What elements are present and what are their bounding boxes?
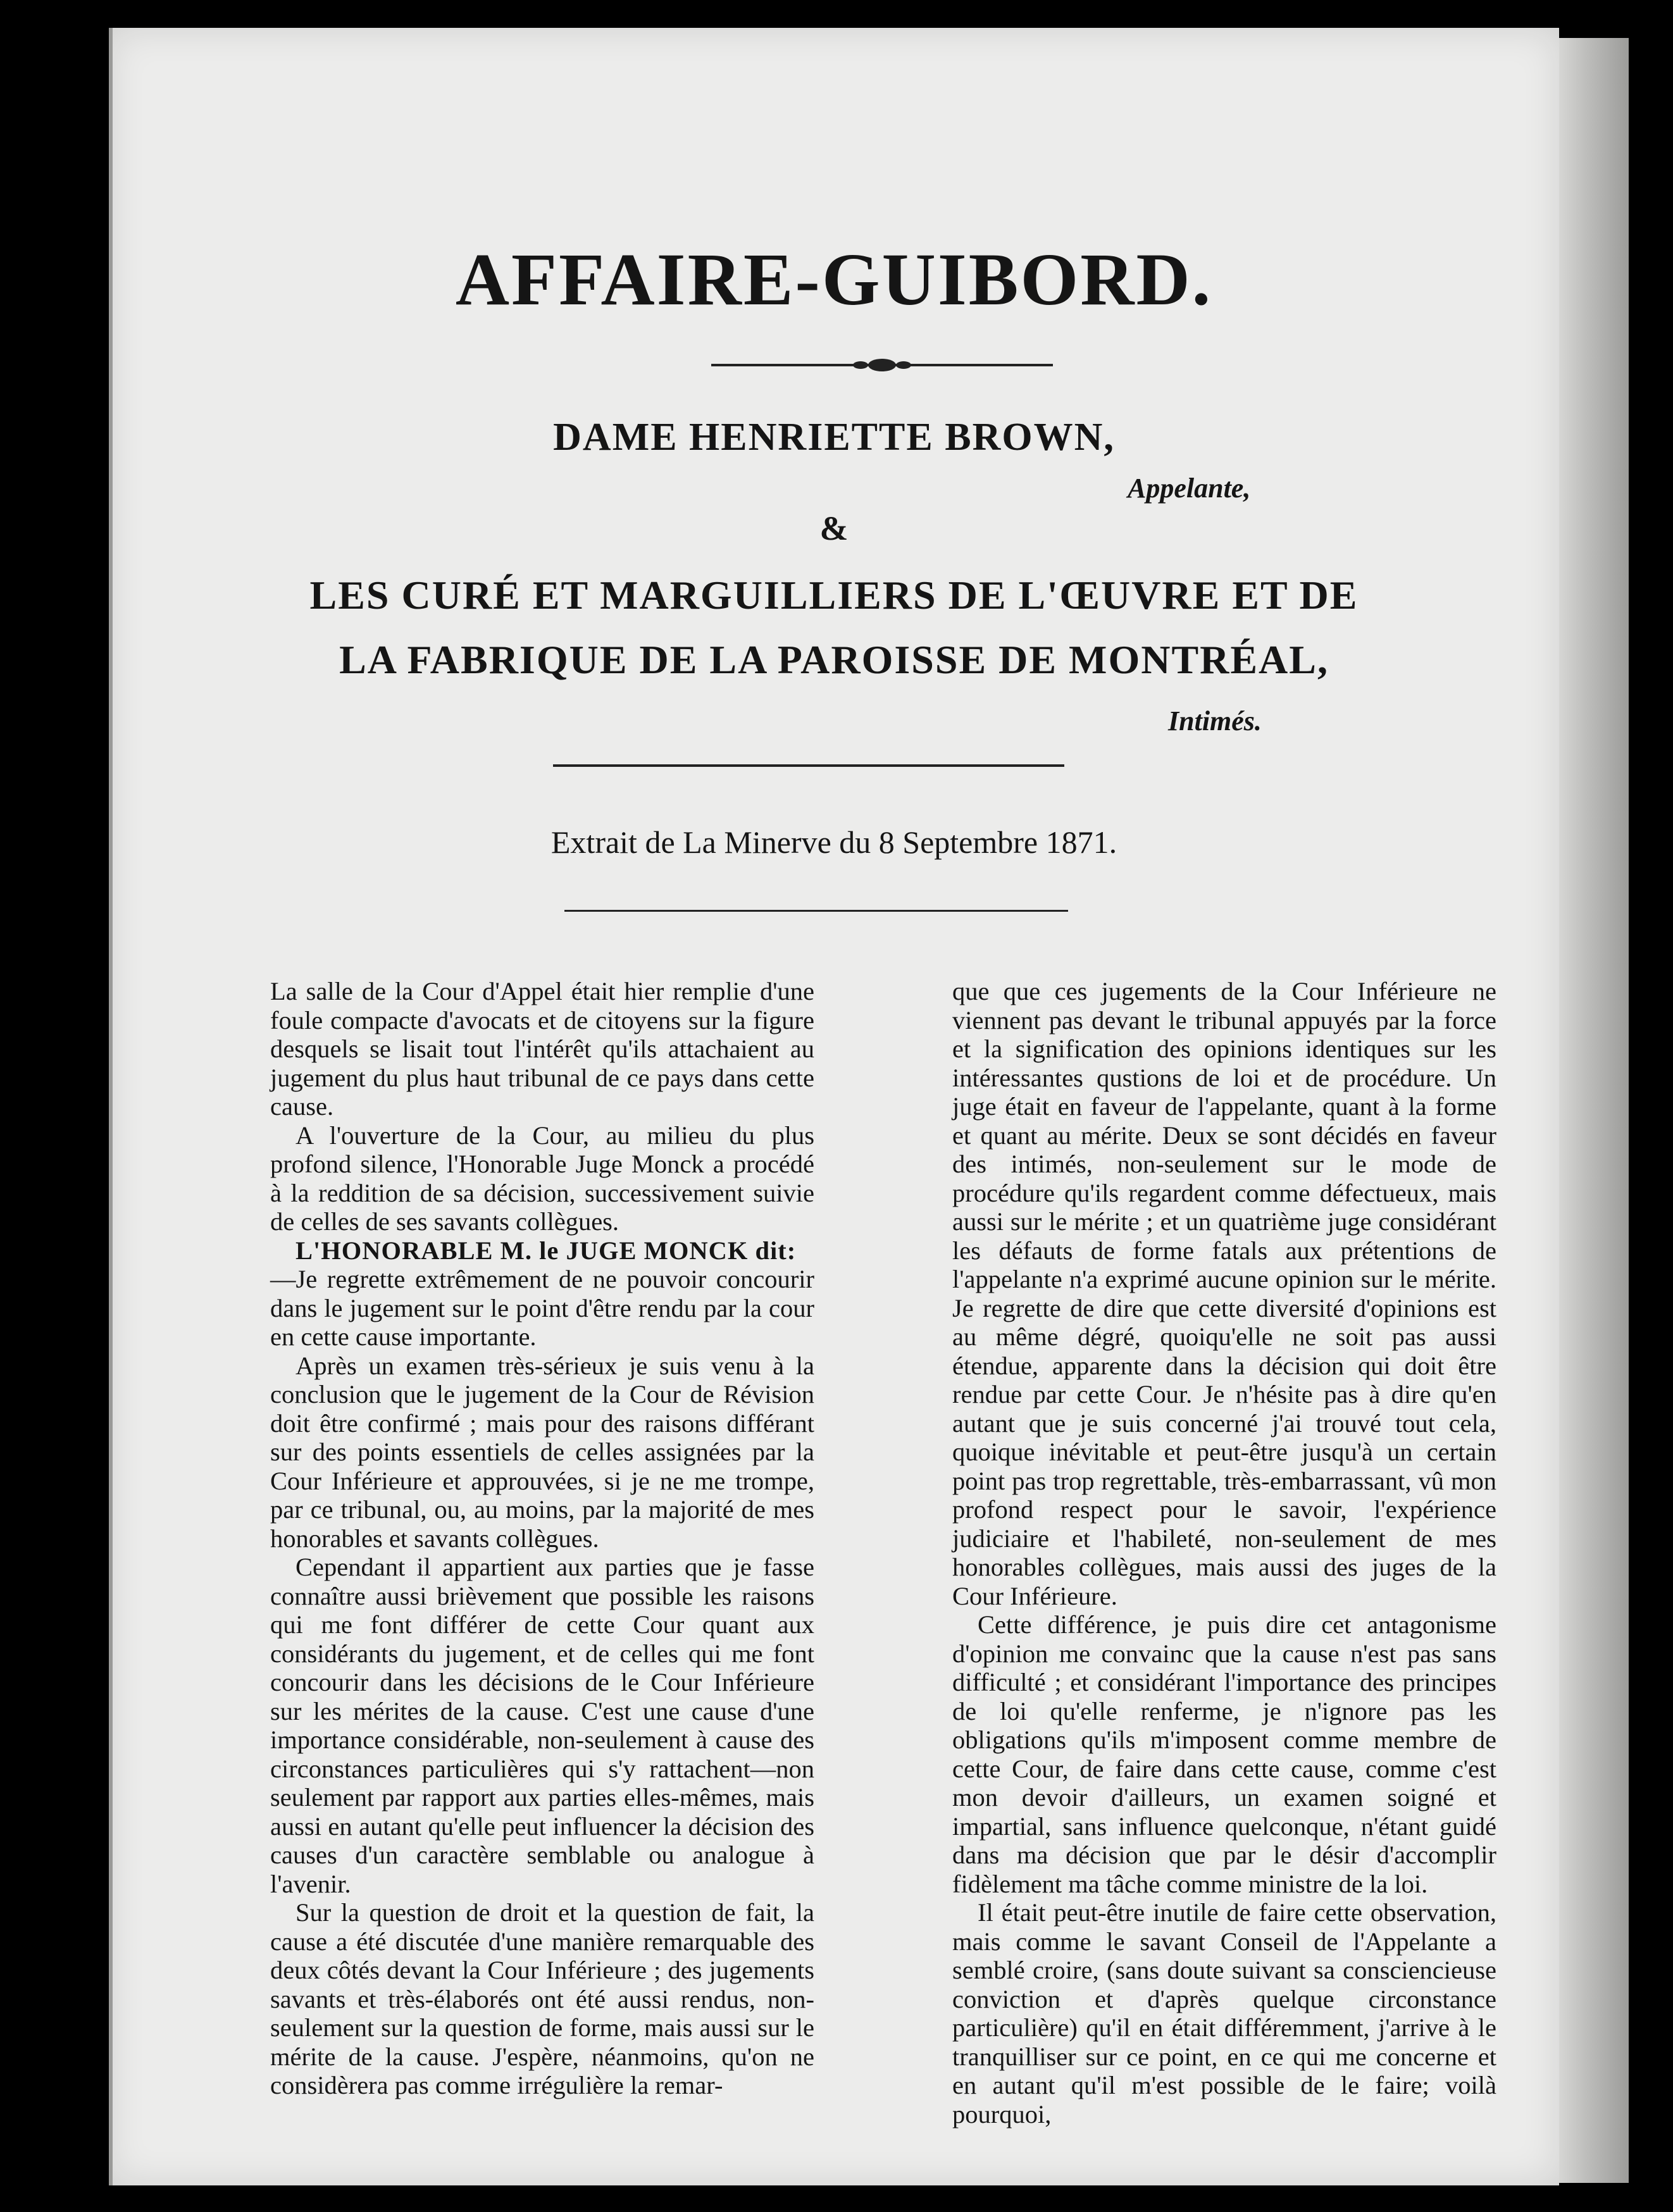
appellant-name: DAME HENRIETTE BROWN, xyxy=(553,416,1115,459)
speech-text: —Je regrette extrêmement de ne pouvoir concourir dans le jugement sur le point d'être rendu par la cour en cette cause importante. xyxy=(270,1265,814,1351)
title-ornament xyxy=(711,356,1053,375)
paragraph: A l'ouverture de la Cour, au milieu du plus profond silence, l'Honorable Juge Monck a procédé à la reddition de sa décision, successivement suivie de celles de ses savants collègues. xyxy=(270,1121,814,1236)
document-title: AFFAIRE-GUIBORD. xyxy=(455,238,1213,321)
paragraph: Cependant il appartient aux parties que je fasse connaître aussi brièvement que possible les raisons qui me font différer de cette Cour quant aux considérants du jugement, et de celles qui me font concourir dans les décisions de le Cour Inférieure sur les mérites de la cause. C'est une cause d'une importance considérable, non-seulement à cause des circonstances particulières qui s'y rattachent—non seulement par rapport aux parties elles-mêmes, mais aussi en autant qu'elle peut influencer la décision des causes d'un caractère semblable ou analogue à l'avenir. xyxy=(270,1553,814,1898)
paragraph: La salle de la Cour d'Appel était hier remplie d'une foule compacte d'avocats et de citoyens sur la figure desquels se lisait tout l'intérêt qu'ils attachaient au jugement du plus haut tribunal de ce pays dans cette cause. xyxy=(270,977,814,1121)
page-edge xyxy=(1559,38,1629,2183)
paragraph: que que ces jugements de la Cour Inférieure ne viennent pas devant le tribunal appuyés par la force et la signification des opinions identiques sur les intéressantes qustions de loi et de procédure. Un juge était en faveur de l'appelante, quant à la forme et quant au mérite. Deux se sont décidés en faveur des intimés, non-seulement sur le mode de procédure qu'ils regardent comme défectueux, mais aussi sur le mérite ; et un quatrième juge considérant les défauts de forme fatals aux prétentions de l'appelante n'a exprimé aucune opinion sur le mérite. Je regrette de dire que cette diversité d'opinions est au même dégré, quoiqu'elle ne soit pas aussi étendue, apparente dans la décision qui doit être rendue par cette Cour. Je n'hésite pas à dire qu'en autant que je suis concerné j'ai trouvé tout cela, quoique inévitable et peut-être jusqu'à un certain point pas trop regrettable, très-embarrassant, vû mon profond respect pour le savoir, l'expérience judiciaire et l'habileté, non-seulement de mes honorables collègues, mais aussi des juges de la Cour Inférieure. xyxy=(952,977,1496,1610)
page-fold xyxy=(109,28,113,2185)
divider-rule xyxy=(564,910,1068,912)
paragraph: Il était peut-être inutile de faire cette observation, mais comme le savant Conseil de l'Appelante a semblé croire, (sans doute suivant sa consciencieuse conviction et d'après quelque circonstance particulière) qu'il en était différemment, j'arrive à le tranquilliser sur ce point, en ce qui me concerne et en autant qu'il m'est possible de le faire; voilà pourquoi, xyxy=(952,1898,1496,2128)
ampersand: & xyxy=(819,509,849,547)
respondent-line-1: LES CURÉ ET MARGUILLIERS DE L'ŒUVRE ET DE xyxy=(309,573,1359,618)
text-column-right xyxy=(952,977,1496,2128)
appellant-role: Appelante, xyxy=(1128,473,1251,504)
divider-rule xyxy=(553,764,1064,767)
respondent-line-2: LA FABRIQUE DE LA PAROISSE DE MONTRÉAL, xyxy=(339,637,1329,682)
paragraph: Cette différence, je puis dire cet antagonisme d'opinion me convainc que la cause n'est pas sans difficulté ; et considérant l'importance des principes de loi qu'elle renferme, je n'ignore pas les obligations qu'ils m'imposent comme membre de cette Cour, de faire dans cette cause, comme c'est mon devoir d'ailleurs, un examen soigné et impartial, sans influence quelconque, n'étant guidé dans ma décision que par le désir d'accomplir fidèlement ma tâche comme ministre de la loi. xyxy=(952,1610,1496,1898)
paragraph: Après un examen très-sérieux je suis venu à la conclusion que le jugement de la Cour de Révision doit être confirmé ; mais pour des raisons différant sur des points essentiels de celles assignées par la Cour Inférieure et approuvées, si je ne me trompe, par ce tribunal, ou, au moins, par la majorité de mes honorables et savants collègues. xyxy=(270,1351,814,1553)
text-column-left xyxy=(270,977,814,2100)
paragraph: Sur la question de droit et la question de fait, la cause a été discutée d'une manière remarquable des deux côtés devant la Cour Inférieure ; des jugements savants et très-élaborés ont été aussi rendus, non-seulement sur la question de forme, mais aussi sur le mérite de la cause. J'espère, néanmoins, qu'on ne considèrera pas comme irrégulière la remar- xyxy=(270,1898,814,2099)
speaker-label: L'HONORABLE M. le JUGE MONCK dit: xyxy=(295,1236,797,1265)
respondent-role: Intimés. xyxy=(1168,705,1262,736)
paragraph xyxy=(270,1236,814,1351)
extract-line: Extrait de La Minerve du 8 Septembre 1871. xyxy=(550,824,1117,860)
document-page xyxy=(109,28,1559,2185)
